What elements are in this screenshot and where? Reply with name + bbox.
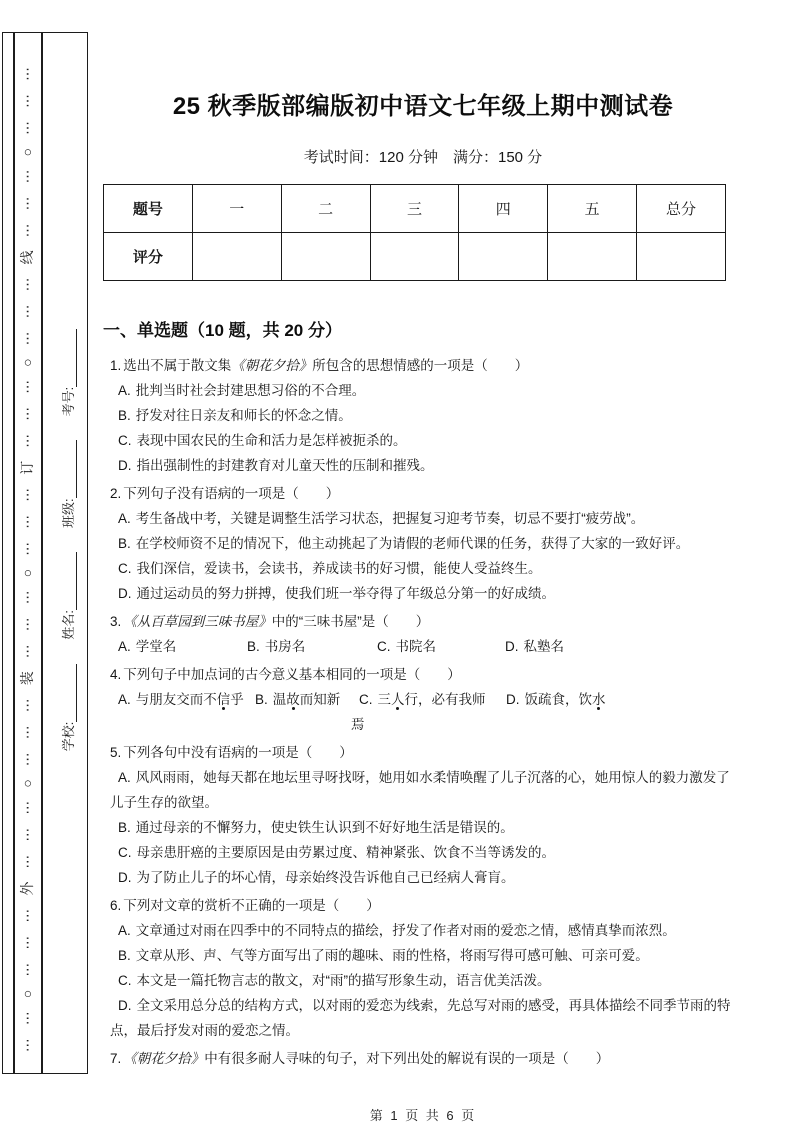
option-A: A. 考生备战中考，关键是调整生活学习状态，把握复习迎考节奏，切忌不要打“疲劳战”。 (118, 511, 645, 526)
option-label: C. (118, 973, 132, 988)
question-4 (103, 662, 743, 737)
question-number: 1. (110, 358, 122, 373)
book-title: 《从百草园到三味书屋》 (123, 614, 272, 629)
score-table-empty-cell (548, 233, 637, 281)
question-6 (103, 893, 743, 1043)
option-A: A. 文章通过对雨在四季中的不同特点的描绘，抒发了作者对雨的爱恋之情，感情真挚而浓烈。 (118, 923, 676, 938)
main-content (103, 0, 743, 1124)
field-label: 学校: (61, 721, 76, 752)
score-table-header-cell: 五 (548, 185, 637, 233)
binding-margin-divider-2 (41, 32, 43, 1073)
option-C: C. 表现中国农民的生命和活力是怎样被扼杀的。 (118, 433, 407, 448)
page-title: 25 秋季版部编版初中语文七年级上期中测试卷 (172, 93, 674, 120)
score-table-header-cell: 四 (459, 185, 548, 233)
score-table-header-row (104, 185, 726, 233)
option-label: B. (118, 948, 131, 963)
question-stem: 6. 下列对文章的赏析不正确的一项是（ ） (110, 898, 380, 913)
blank-line (62, 664, 77, 722)
option-D: D. 通过运动员的努力拼搏，使我们班一举夺得了年级总分第一的好成绩。 (118, 586, 555, 601)
option-label: A. (118, 770, 131, 785)
score-table-empty-cell (637, 233, 726, 281)
page-number: 第 1 页 共 6 页 (369, 1108, 477, 1123)
score-table (103, 184, 726, 281)
question-3 (103, 609, 743, 659)
score-table-header-cell: 题号 (104, 185, 193, 233)
question-7 (103, 1046, 743, 1071)
option-label: D. (118, 586, 132, 601)
question-number: 2. (110, 486, 122, 501)
option-B: B. 文章从形、声、气等方面写出了雨的趣味、雨的性格，将雨写得可感可触、可亲可爱。 (118, 948, 649, 963)
option-D: D. 饭疏食，饮水 (506, 692, 606, 707)
book-title: 《朝花夕拾》 (123, 1051, 205, 1066)
question-stem: 5. 下列各句中没有语病的一项是（ ） (110, 745, 353, 760)
option-label: C. (118, 561, 132, 576)
option-label: C. (359, 692, 373, 707)
option-label: A. (118, 923, 131, 938)
question-stem: 7. 《朝花夕拾》中有很多耐人寻味的句子，对下列出处的解说有误的一项是（ ） (110, 1051, 610, 1066)
option-B: B. 书房名 (247, 639, 306, 654)
score-table-score-row (104, 233, 726, 281)
binding-line-text: ⋯⋯○⋯⋯⋯外⋯⋯⋯○⋯⋯⋯装⋯⋯⋯○⋯⋯⋯订⋯⋯⋯○⋯⋯⋯线⋯⋯⋯○⋯⋯⋯ (19, 53, 35, 1053)
score-table-empty-cell (370, 233, 459, 281)
option-B: B. 温故而知新 (255, 692, 341, 707)
score-table-header-cell: 一 (192, 185, 281, 233)
option-row (103, 687, 743, 737)
section-heading: 一、单选题（10 题，共 20 分） (103, 321, 342, 340)
student-field-name (51, 552, 77, 640)
student-field-class (51, 440, 77, 528)
option-label: B. (255, 692, 268, 707)
option-label: B. (247, 639, 260, 654)
score-table-header-cell: 总分 (637, 185, 726, 233)
question-stem: 4. 下列句子中加点词的古今意义基本相同的一项是（ ） (110, 667, 461, 682)
blank-line (62, 329, 77, 387)
student-field-exam-number (51, 329, 77, 417)
question-stem: 1. 选出不属于散文集《朝花夕拾》所包含的思想情感的一项是（ ） (110, 358, 529, 373)
field-label: 姓名: (61, 610, 76, 640)
score-table-empty-cell (459, 233, 548, 281)
option-label: D. (118, 998, 132, 1013)
option-label: D. (118, 870, 132, 885)
option-label: A. (118, 692, 131, 707)
question-number: 6. (110, 898, 122, 913)
question-number: 4. (110, 667, 122, 682)
question-number: 5. (110, 745, 122, 760)
option-label: A. (118, 511, 131, 526)
option-A: A. 与朋友交而不信乎 (118, 692, 244, 707)
score-table-row-label: 评分 (104, 233, 193, 281)
option-C: C. 我们深信，爱读书，会读书，养成读书的好习惯，能使人受益终生。 (118, 561, 542, 576)
option-label: D. (506, 692, 520, 707)
score-table-empty-cell (192, 233, 281, 281)
blank-line (62, 552, 77, 610)
option-label: C. (118, 845, 132, 860)
option-label: A. (118, 639, 131, 654)
score-table-empty-cell (281, 233, 370, 281)
field-label: 班级: (61, 498, 76, 528)
option-label: D. (118, 458, 132, 473)
emphasized-char: 人 (391, 692, 405, 707)
student-field-school (51, 664, 77, 752)
emphasized-char: 信 (216, 692, 231, 707)
option-C: C. 三人行，必有我师焉 (351, 692, 486, 732)
option-A: A. 学堂名 (118, 639, 177, 654)
exam-info: 考试时间：120 分钟 满分：150 分 (303, 149, 543, 166)
option-D: D. 私塾名 (505, 639, 564, 654)
student-info-fields (51, 280, 77, 800)
score-table-header-cell: 二 (281, 185, 370, 233)
option-B: B. 在学校师资不足的情况下，他主动挑起了为请假的老师代课的任务，获得了大家的一致好评。 (118, 536, 690, 551)
option-label: B. (118, 820, 131, 835)
option-D: D. 为了防止儿子的坏心情，母亲始终没告诉他自己已经病人膏肓。 (118, 870, 515, 885)
option-A: A. 批判当时社会封建思想习俗的不合理。 (118, 383, 366, 398)
score-table-header-cell: 三 (370, 185, 459, 233)
option-label: C. (377, 639, 391, 654)
option-A: A. 风风雨雨，她每天都在地坛里寻呀找呀，她用如水柔情唤醒了儿子沉落的心，她用惊人的毅力激发了儿子生存的欲望。 (110, 770, 730, 810)
emphasized-char: 故 (286, 692, 300, 707)
option-C: C. 书院名 (377, 639, 436, 654)
question-number: 3. (110, 614, 122, 629)
option-C: C. 母亲患肝癌的主要原因是由劳累过度、精神紧张、饮食不当等诱发的。 (118, 845, 555, 860)
question-5 (103, 740, 743, 890)
option-B: B. 通过母亲的不懈努力，使史铁生认识到不好好地生活是错误的。 (118, 820, 514, 835)
option-label: C. (118, 433, 132, 448)
option-label: A. (118, 383, 131, 398)
question-number: 7. (110, 1051, 122, 1066)
option-label: B. (118, 408, 131, 423)
book-title: 《朝花夕拾》 (231, 358, 313, 373)
option-row (103, 634, 743, 659)
option-C: C. 本文是一篇托物言志的散文，对“雨”的描写形象生动，语言优美活泼。 (118, 973, 551, 988)
blank-line (62, 440, 77, 498)
option-D: D. 指出强制性的封建教育对儿童天性的压制和摧残。 (118, 458, 434, 473)
option-label: B. (118, 536, 131, 551)
question-1 (103, 353, 743, 478)
question-stem: 2. 下列句子没有语病的一项是（ ） (110, 486, 340, 501)
option-label: D. (505, 639, 519, 654)
emphasized-char: 水 (592, 692, 606, 707)
option-B: B. 抒发对往日亲友和师长的怀念之情。 (118, 408, 352, 423)
question-2 (103, 481, 743, 606)
question-list (103, 353, 743, 1071)
binding-margin-divider-1 (13, 32, 15, 1073)
question-stem: 3. 《从百草园到三味书屋》中的“三味书屋”是（ ） (110, 614, 430, 629)
option-D: D. 全文采用总分总的结构方式，以对雨的爱恋为线索，先总写对雨的感受，再具体描绘不同季节雨的特点，最后抒发对雨的爱恋之情。 (110, 998, 731, 1038)
field-label: 考号: (61, 386, 76, 417)
